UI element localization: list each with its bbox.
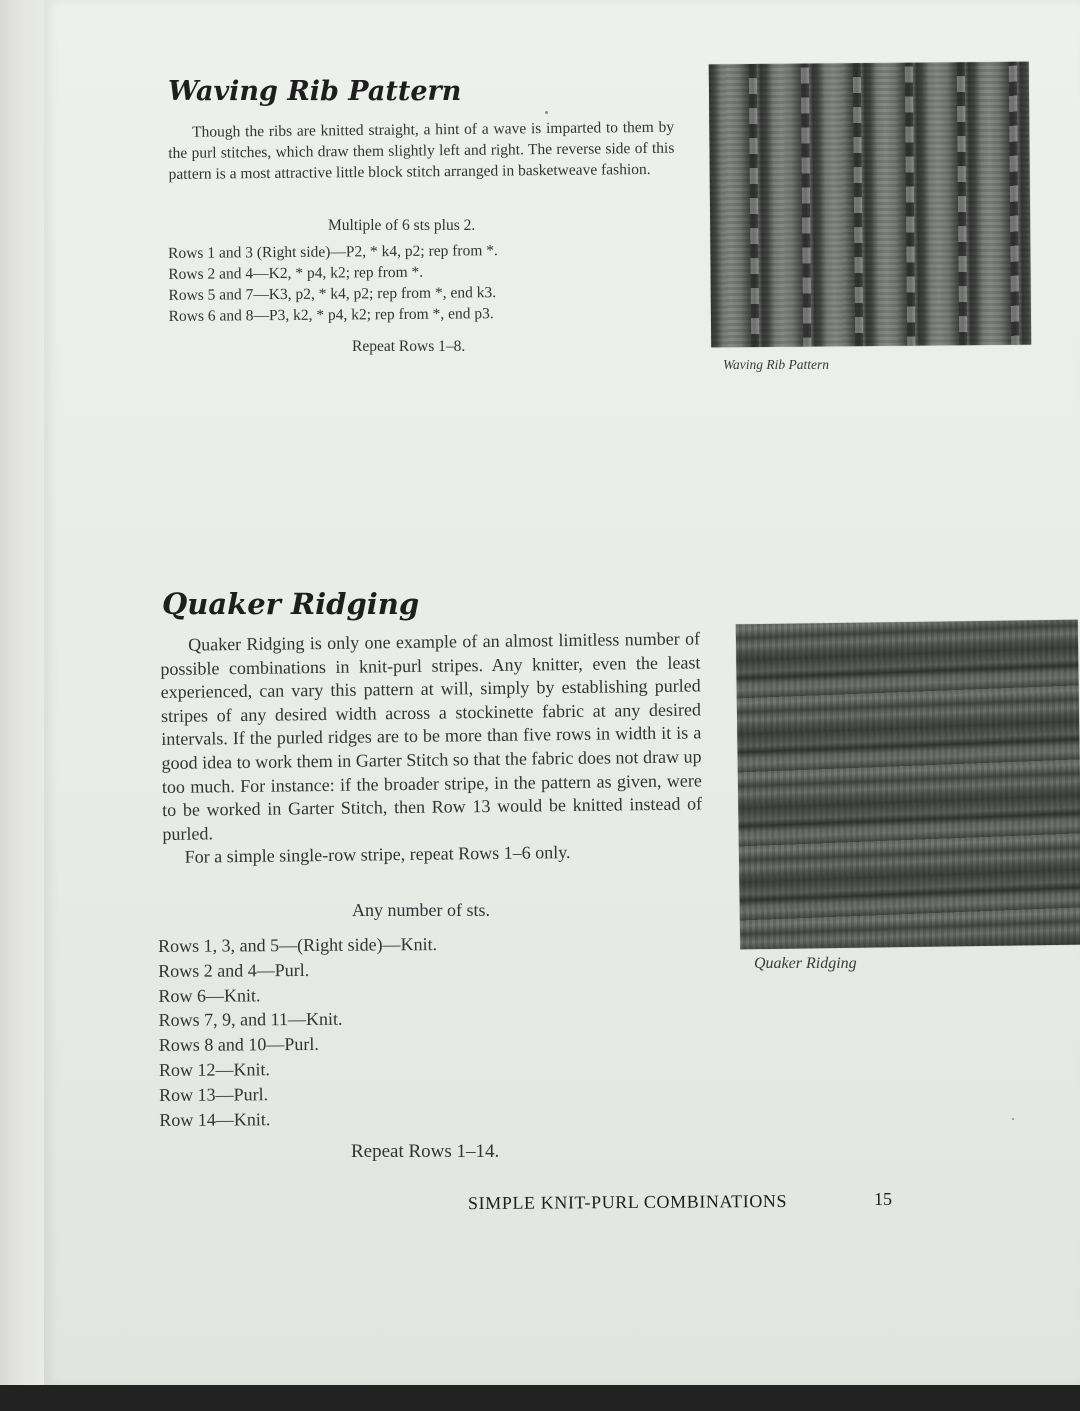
swatch-texture — [853, 63, 863, 346]
swatch-texture — [957, 62, 967, 345]
waving-rib-multiple: Multiple of 6 sts plus 2. — [328, 217, 476, 234]
page-number: 15 — [874, 1189, 892, 1209]
waving-rib-repeat: Repeat Rows 1–8. — [352, 338, 466, 355]
quaker-ridging-caption: Quaker Ridging — [754, 955, 857, 972]
quaker-ridging-description — [160, 627, 703, 870]
instruction-row: Row 6—Knit. — [158, 984, 261, 1006]
page-bottom-edge — [0, 1385, 1080, 1411]
instruction-row: Rows 6 and 8—P3, k2, * p4, k2; rep from *, end p3. — [168, 305, 494, 325]
quaker-ridging-description-text: Quaker Ridging is only one example of an almost limitless number of possible combinations in knit-purl stripes. Any knitter, even the least experienced, can vary this pattern at will, simply by establishing purled stripes of any desired width across a stockinette fabric at any desired intervals. If the purled ridges are to be more than five rows in width it is a good idea to work them in Garter Stitch so that the fabric does not draw up too much. For instance: if the broader stripe, in the pattern as given, were to be worked in Garter Stitch, then Row 13 would be knitted instead of purled. — [160, 628, 703, 844]
quaker-ridging-note: For a simple single-row stripe, repeat Rows 1–6 only. — [184, 842, 571, 868]
instruction-row: Rows 5 and 7—K3, p2, * k4, p2; rep from *, end k3. — [168, 284, 497, 304]
instruction-row: Rows 2 and 4—K2, * p4, k2; rep from *. — [168, 263, 424, 283]
paper-speck — [1012, 1118, 1014, 1120]
quaker-ridging-rows — [158, 932, 438, 1132]
instruction-row: Rows 7, 9, and 11—Knit. — [158, 1009, 343, 1031]
instruction-row: Row 13—Purl. — [159, 1084, 269, 1105]
swatch-texture — [801, 62, 812, 347]
quaker-ridging-title: Quaker Ridging — [162, 587, 420, 621]
quaker-ridging-multiple: Any number of sts. — [352, 900, 490, 920]
waving-rib-title: Waving Rib Pattern — [168, 76, 462, 107]
waving-rib-description: Though the ribs are knitted straight, a hint of a wave is imparted to them by the purl stitches, which draw them slightly left and right. The reverse side of this pattern is a most attractive little block stitch arranged in basketweave fashion. — [168, 118, 675, 183]
instruction-row: Rows 1 and 3 (Right side)—P2, * k4, p2; rep from *. — [168, 242, 498, 262]
quaker-ridging-swatch-photo — [736, 620, 1080, 950]
instruction-row: Rows 8 and 10—Purl. — [158, 1034, 319, 1056]
quaker-ridging-repeat: Repeat Rows 1–14. — [351, 1141, 500, 1162]
waving-rib-rows — [168, 240, 499, 327]
instruction-row: Row 12—Knit. — [158, 1059, 271, 1080]
waving-rib-caption: Waving Rib Pattern — [723, 357, 829, 372]
instruction-row: Rows 1, 3, and 5—(Right side)—Knit. — [158, 934, 438, 956]
instruction-row: Rows 2 and 4—Purl. — [158, 959, 310, 981]
paper-speck — [545, 111, 548, 114]
swatch-texture — [749, 64, 759, 347]
swatch-texture — [1009, 62, 1020, 345]
swatch-texture — [905, 62, 916, 346]
waving-rib-swatch-photo — [709, 62, 1031, 348]
running-footer: SIMPLE KNIT-PURL COMBINATIONS — [467, 1190, 788, 1214]
instruction-row: Row 14—Knit. — [159, 1108, 271, 1130]
